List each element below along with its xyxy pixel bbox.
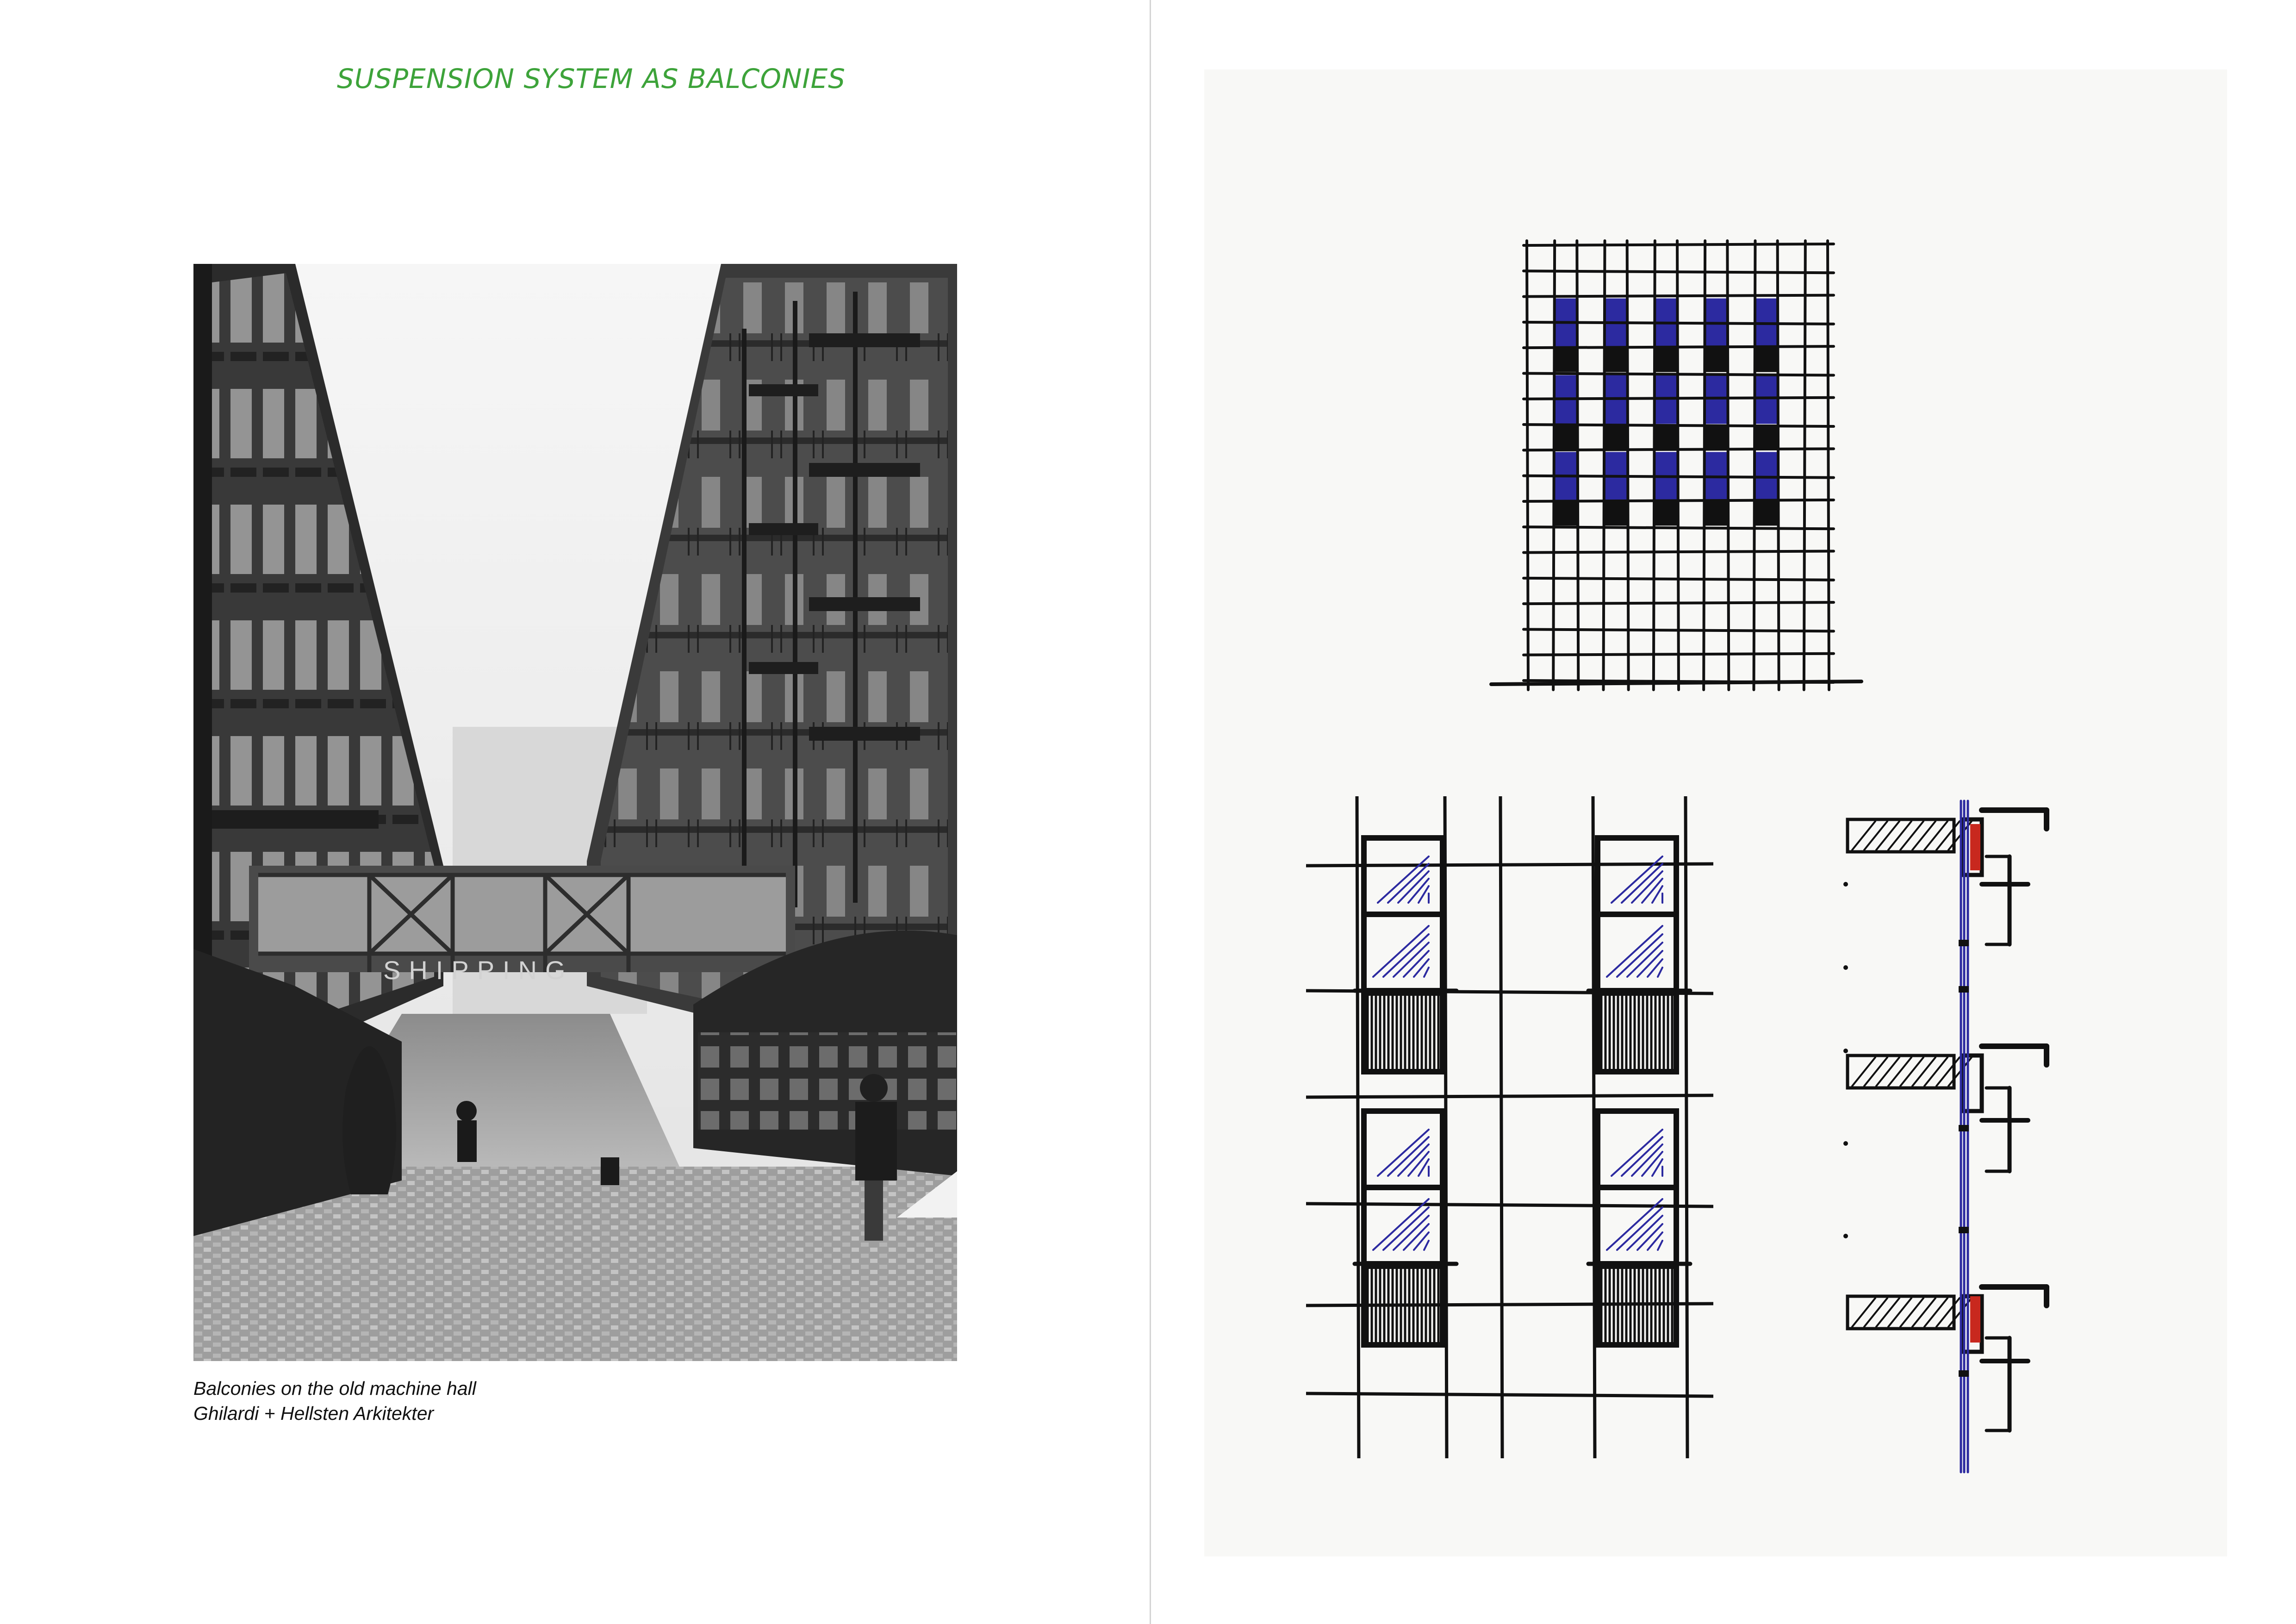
section-detail-sketch-icon	[1843, 792, 2051, 1477]
page-title: SUSPENSION SYSTEM AS BALCONIES	[337, 63, 846, 94]
photo-caption	[193, 1376, 476, 1426]
window-detail-sketch-icon	[1306, 796, 1713, 1458]
photo-sign-text: SHIPPING	[383, 956, 574, 985]
right-page	[1151, 0, 2296, 1624]
caption-line-2: Ghilardi + Hellsten Arkitekter	[193, 1403, 434, 1424]
sketch-card	[1204, 69, 2227, 1556]
caption-line-1: Balconies on the old machine hall	[193, 1378, 476, 1399]
grid-facade-sketch-icon	[1459, 162, 1875, 718]
building-photo	[193, 264, 957, 1361]
